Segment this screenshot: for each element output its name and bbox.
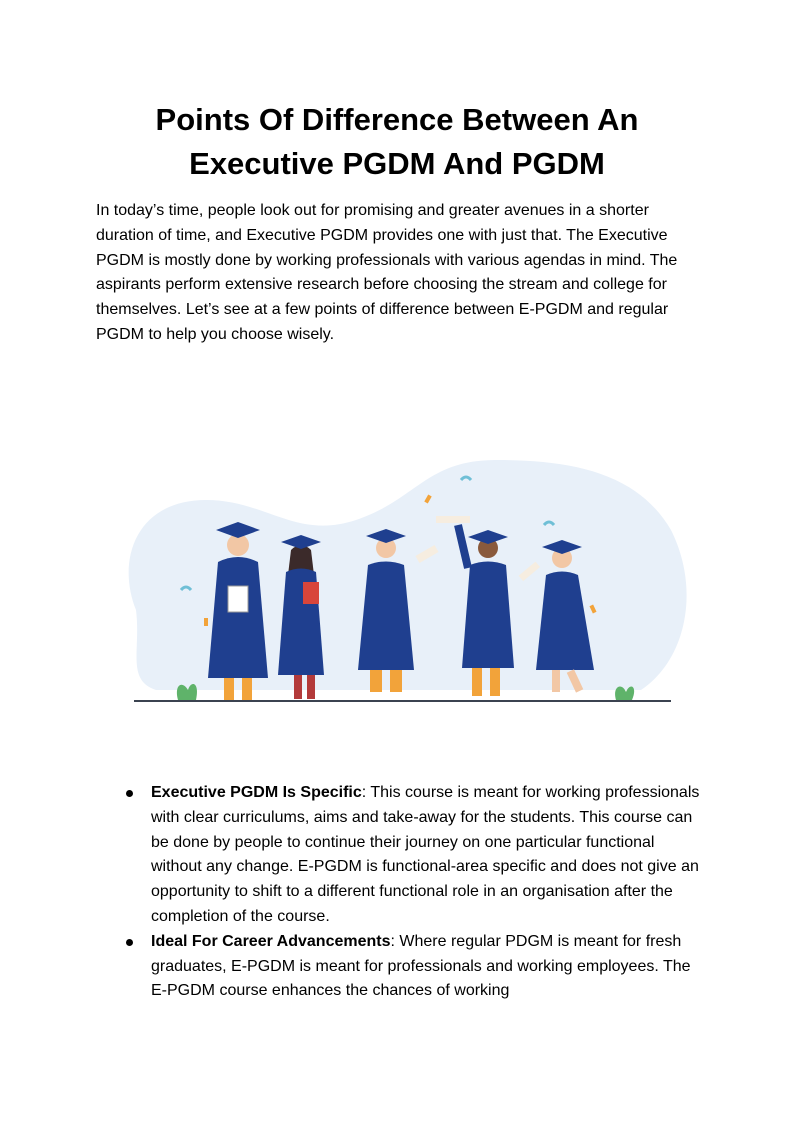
list-item-text: : This course is meant for working professionals with clear curriculums, aims and take-away for the students. This course can be done by people to continue their journey on one particular functional without any change. E-PGDM is functional-area specific and does not give an opportunity to shift to a different functional role in an organisation after the completion of the course. (151, 784, 700, 925)
bullet-dot-icon (126, 790, 133, 797)
title-line-1: Points Of Difference Between An (155, 102, 639, 137)
title-line-2: Executive PGDM And PGDM (189, 146, 605, 181)
confetti-6 (204, 618, 208, 626)
list-item-text: : Where regular PDGM is meant for fresh graduates, E-PGDM is meant for professionals and working employees. The E-PGDM course enhances the chances of working (151, 932, 691, 1000)
difference-list (96, 781, 706, 1004)
page-title (60, 98, 734, 186)
list-item (96, 930, 706, 1004)
graduates-illustration (96, 390, 700, 750)
list-item (96, 781, 706, 930)
graduates-illustration-svg (96, 390, 700, 750)
intro-paragraph: In today’s time, people look out for promising and greater avenues in a shorter duration of time, and Executive PGDM provides one with just that. The Executive PGDM is mostly done by working professionals with various agendas in mind. The aspirants perform extensive research before choosing the stream and college for themselves. Let’s see at a few points of difference between E-PGDM and regular PGDM to help you choose wisely. (96, 202, 678, 343)
list-item-heading: Ideal For Career Advancements (151, 932, 391, 950)
list-item-heading: Executive PGDM Is Specific (151, 784, 362, 801)
bullet-dot-icon (126, 939, 133, 946)
